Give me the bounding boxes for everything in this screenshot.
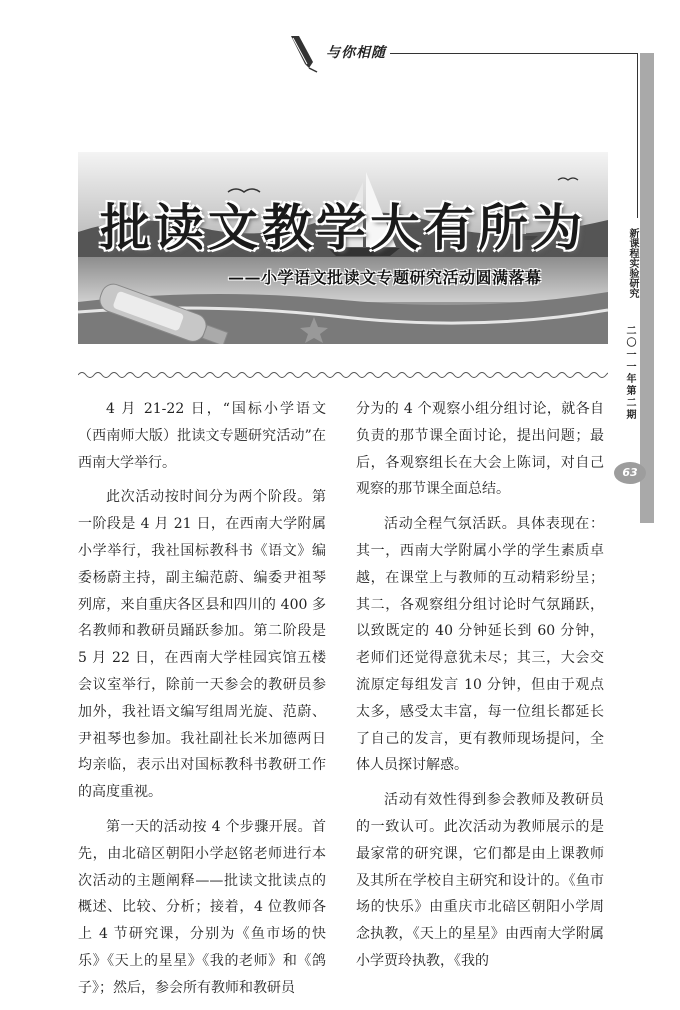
- journal-name: 新课程实验研究: [627, 228, 638, 298]
- paragraph: 4 月 21-22 日，“国标小学语文（西南师大版）批读文专题研究活动”在西南大学举行。: [78, 401, 326, 471]
- pen-nib-icon: [287, 34, 321, 74]
- paragraph: 此次活动按时间分为两个阶段。第一阶段是 4 月 21 日，在西南大学附属小学举行，我社国标教科书《语文》编委杨蔚主持，副主编范蔚、编委尹祖琴列席，来自重庆各区县和四川的 400 多名教师和教研员踊跃参加。第二阶段是 5 月 22 日，在西南大学桂园宾馆五楼会议室举行，除前一天参会的教研员参加外，我社语文编写组周光旋、范蔚、尹祖琴也参加。我社副社长米加德两日均亲临，表示出对国标教科书教研工作的高度重视。: [78, 489, 326, 801]
- header-vertical-rule: [637, 53, 638, 218]
- issue-label: 二〇一一年第二期: [624, 325, 635, 421]
- paragraph: 活动全程气氛活跃。具体表现在：其一，西南大学附属小学的学生素质卓越，在课堂上与教师的互动精彩纷呈；其二，各观察组分组讨论时气氛踊跃，以致既定的 40 分钟延长到 60 分钟，老师们还觉得意犹未尽；其三，大会交流原定每组发言 10 分钟，但由于观点太多，感受太丰富，每一位组长都延长了自己的发言，更有教师现场提问，全体人员探讨解惑。: [356, 516, 604, 774]
- article-column-left: [78, 396, 326, 1010]
- header-rule: [390, 53, 638, 54]
- section-title: 与你相随: [326, 45, 386, 61]
- article-column-right: [356, 396, 604, 983]
- paragraph-continuation: 分为的 4 个观察小组分组讨论，就各自负责的那节课全面讨论，提出问题；最后，各观察组长在大会上陈词，对自己观察的那节课全面总结。: [356, 401, 604, 498]
- paragraph: 活动有效性得到参会教师及教研员的一致认可。此次活动为教师展示的是最家常的研究课，它们都是由上课教师及其所在学校自主研究和设计的。《鱼市场的快乐》由重庆市北碚区朝阳小学周念执教，《天上的星星》由西南大学附属小学贾玲执教，《我的: [356, 792, 604, 969]
- article-title: 批读文教学大有所为: [100, 199, 586, 257]
- paragraph: 第一天的活动按 4 个步骤开展。首先，由北碚区朝阳小学赵铭老师进行本次活动的主题阐释——批读文批读点的概述、比较、分析；接着，4 位教师各上 4 节研究课，分别为《鱼市场的快乐》《天上的星星》《我的老师》和《鸽子》；然后，参会所有教师和教研员: [78, 818, 326, 996]
- side-bar: [640, 53, 654, 523]
- page-number: 63: [614, 462, 646, 484]
- article-banner: [78, 152, 608, 344]
- wave-divider: [78, 370, 608, 380]
- article-subtitle: ——小学语文批读文专题研究活动圆满落幕: [228, 268, 542, 287]
